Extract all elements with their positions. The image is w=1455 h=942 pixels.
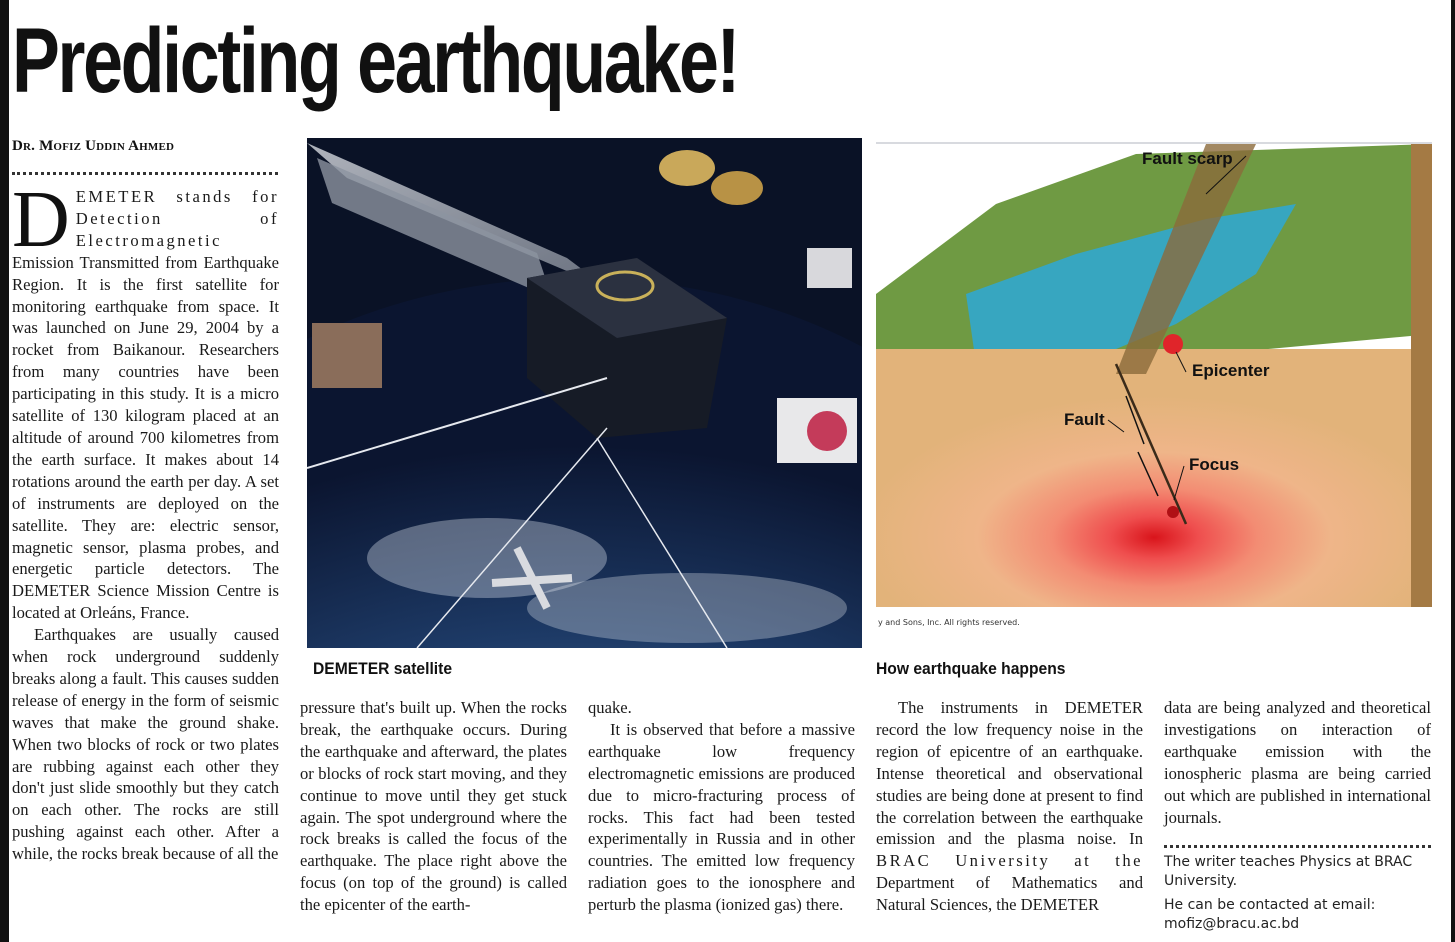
lead-paragraph — [12, 176, 279, 624]
brac-university-text: BRAC University at the — [876, 851, 1143, 871]
headline: Predicting earthquake! — [12, 10, 739, 112]
earthquake-diagram — [876, 142, 1432, 642]
demeter-satellite-photo — [307, 138, 862, 648]
paragraph-analysis: data are being analyzed and theoretical investigations on interaction of earthquake emission with the ionospheric plasma are being carried out which are published in international journals. — [1164, 698, 1431, 827]
left-border-rule — [0, 0, 9, 942]
diagram-copyright: y and Sons, Inc. All rights reserved. — [878, 618, 1020, 627]
label-fault-scarp: Fault scarp — [1142, 149, 1233, 168]
label-fault: Fault — [1064, 410, 1105, 429]
author-affiliation: The writer teaches Physics at BRAC University. — [1164, 854, 1413, 889]
lead-rest: Emission Transmitted from Earthquake Region. It is the first satellite for monitoring earthquake from space. It was launched on June 29, 2004 by a rocket from Baikanour. Researchers from many countries have been participating in this study. It is a micro satellite of 130 kilogram placed at an altitude of around 700 kilometres from the earth surface. It makes about 14 rotations around the earth per day. A set of instruments are deployed on the satellite. They are: electric sensor, magnetic sensor, plasma probes, and energetic particle detectors. The DEMETER Science Mission Centre is located at Orleáns, France. — [12, 252, 279, 623]
right-border-rule — [1451, 0, 1455, 942]
byline-divider — [12, 172, 278, 175]
drop-cap: D — [12, 176, 70, 264]
author-contact: He can be contacted at email: mofiz@bracu.ac.bd — [1164, 897, 1376, 932]
satellite-illustration — [307, 138, 862, 648]
lead-intro: EMETER stands for Detection of Electromagnetic — [75, 187, 279, 250]
article-column-3 — [588, 697, 855, 916]
paragraph-earthquake-cause-cont: pressure that's built up. When the rocks break, the earthquake occurs. During the earthquake and afterward, the plates or blocks of rock start moving, and they continue to move until they get stuck again. The spot underground where the rock breaks is called the focus of the earthquake. The place right above the focus (on top of the ground) is called the epicenter of the earth- — [300, 698, 567, 915]
article-column-1 — [12, 176, 279, 865]
earthquake-block-diagram — [876, 144, 1432, 642]
satellite-caption: DEMETER satellite — [313, 659, 453, 678]
instruments-text: The instruments in DEMETER record the low frequency noise in the region of epicentre of an earthquake. Intense theoretical and observational studies are being done at present to find the correlation between the earthquake emission and the plasma noise. In — [876, 698, 1143, 849]
article-column-5 — [1164, 697, 1431, 828]
diagram-caption: How earthquake happens — [876, 659, 1066, 678]
author-note-divider — [1164, 845, 1431, 848]
paragraph-instruments — [876, 697, 1143, 916]
byline: Dr. Mofiz Uddin Ahmed — [12, 138, 175, 154]
label-epicenter: Epicenter — [1192, 361, 1270, 380]
label-focus: Focus — [1189, 455, 1240, 474]
article-column-4 — [876, 697, 1143, 916]
article-column-2 — [300, 697, 567, 916]
paragraph-earthquake-cause: Earthquakes are usually caused when rock underground suddenly breaks along a fault. This causes sudden release of energy in the form of seismic waves that make the ground shake. When two blocks of rock or two plates are rubbing against each other they don't just slide smoothly but they catch on each other. The rocks are still pushing against each other. After a while, the rocks break because of all the — [12, 625, 279, 864]
paragraph-emissions: It is observed that before a massive earthquake low frequency electromagnetic emissions are produced due to micro-fracturing process of rocks. This fact had been tested experimentally in Russia and in other countries. The emitted low frequency radiation goes to the ionosphere and perturb the plasma (ionized gas) there. — [588, 719, 855, 915]
department-text: Department of Mathematics and Natural Sciences, the DEMETER — [876, 873, 1143, 915]
author-note — [1164, 853, 1434, 934]
paragraph-earthquake-cause-end: quake. — [588, 698, 632, 717]
